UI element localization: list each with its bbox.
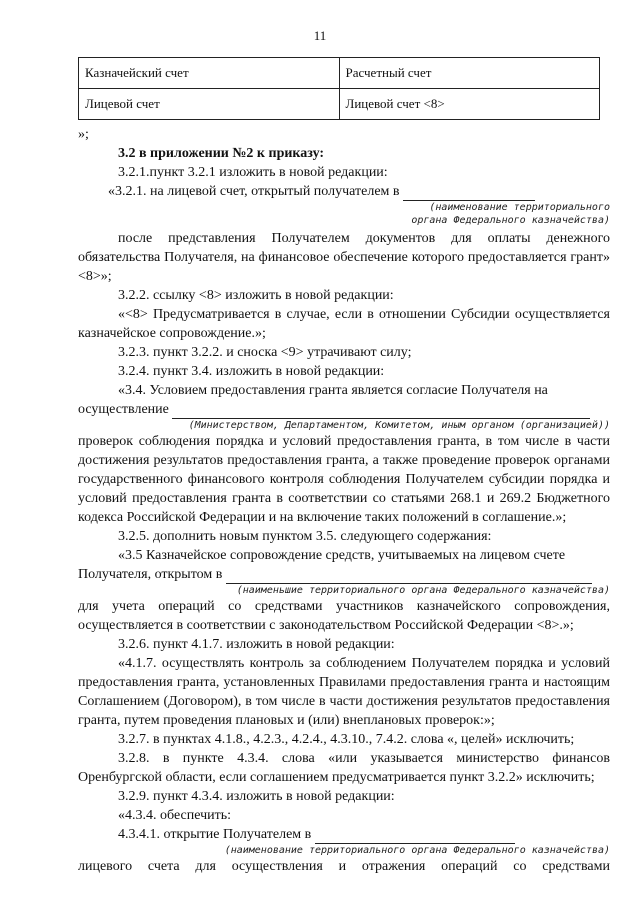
hint-caption: (наименьшие территориального органа Федерального казначейства) [236, 585, 610, 596]
fill-in-blank [226, 569, 592, 584]
document-body [78, 125, 610, 895]
paragraph: «4.1.7. осуществлять контроль за соблюдением Получателем порядка и условий предоставления гранта, установленных Правилами предоставления гранта и настоящим Соглашением (Договором), в том числе в части достижения результатов предоставления гранта, путем проведения плановых и (или) внеплановых проверок:»; [78, 656, 610, 728]
fill-in-blank [315, 829, 515, 844]
paragraph [78, 825, 610, 844]
page-number: 11 [313, 28, 327, 43]
section-heading: 3.2 в приложении №2 к приказу: [118, 146, 325, 161]
paragraph: 3.2.9. пункт 4.3.4. изложить в новой редакции: [118, 789, 395, 804]
paragraph-text: Получателя, открытом в [78, 567, 223, 582]
paragraph-text: «3.2.1. на лицевой счет, открытый получателем в [108, 184, 400, 199]
paragraph: проверок соблюдения порядка и условий предоставления гранта, в том числе в части достижения результатов предоставления гранта, а также проведение проверок органами государственного финансового контроля соблюдения Получателем субсидии порядка и условий предоставления гранта в соответствии со статьями 268.1 и 269.2 Бюджетного кодекса Российской Федерации и на включение таких положений в соглашение.»; [78, 434, 610, 525]
paragraph: «3.4. Условием предоставления гранта является согласие Получателя на [118, 383, 548, 398]
table-cell: Казначейский счет [79, 58, 340, 89]
hint-caption: (Министерством, Департаментом, Комитетом, иным органом (организацией)) [188, 420, 610, 431]
fill-in-blank [403, 186, 535, 201]
paragraph [78, 400, 610, 419]
table-cell: Расчетный счет [339, 58, 600, 89]
paragraph: «<8> Предусматривается в случае, если в отношении Субсидии осуществляется казначейское сопровождение.»; [78, 307, 610, 341]
table-row [79, 89, 600, 120]
paragraph [78, 565, 610, 584]
paragraph: для учета операций со средствами участников казначейского сопровождения, осуществляется в соответствии с законодательством Российской Федерации <8>.»; [78, 599, 610, 633]
table-cell: Лицевой счет <8> [339, 89, 600, 120]
hint-caption: органа Федерального казначейства) [411, 215, 610, 226]
paragraph: «3.5 Казначейское сопровождение средств, учитываемых на лицевом счете [118, 548, 566, 563]
paragraph-text: осуществление [78, 402, 169, 417]
table-cell: Лицевой счет [79, 89, 340, 120]
paragraph: »; [78, 127, 89, 142]
paragraph: «4.3.4. обеспечить: [118, 808, 231, 823]
account-table [78, 57, 600, 120]
table-row [79, 58, 600, 89]
paragraph: 3.2.5. дополнить новым пунктом 3.5. следующего содержания: [118, 529, 492, 544]
paragraph: 3.2.8. в пункте 4.3.4. слова «или указывается министерство финансов Оренбургской области, если соглашением предусматривается пункт 3.2.2» исключить; [78, 751, 610, 785]
paragraph: 3.2.3. пункт 3.2.2. и сноска <9> утрачивают силу; [118, 345, 412, 360]
paragraph [78, 182, 610, 201]
paragraph: лицевого счета для осуществления и отражения операций со средствами [78, 859, 610, 874]
hint-caption: (наименование территориального [429, 202, 610, 213]
paragraph: 3.2.6. пункт 4.1.7. изложить в новой редакции: [118, 637, 395, 652]
paragraph: 3.2.4. пункт 3.4. изложить в новой редакции: [118, 364, 385, 379]
hint-caption: (наименование территориального органа Федерального казначейства) [224, 845, 610, 856]
paragraph: 3.2.2. ссылку <8> изложить в новой редакции: [118, 288, 394, 303]
paragraph: после представления Получателем документов для оплаты денежного обязательства Получателя, на финансовое обеспечение которого предоставляется грант» <8>»; [78, 231, 610, 284]
paragraph: 3.2.1.пункт 3.2.1 изложить в новой редакции: [118, 165, 388, 180]
paragraph: 3.2.7. в пунктах 4.1.8., 4.2.3., 4.2.4., 4.3.10., 7.4.2. слова «, целей» исключить; [118, 732, 575, 747]
fill-in-blank [172, 404, 590, 419]
paragraph-text: 4.3.4.1. открытие Получателем в [118, 827, 312, 842]
